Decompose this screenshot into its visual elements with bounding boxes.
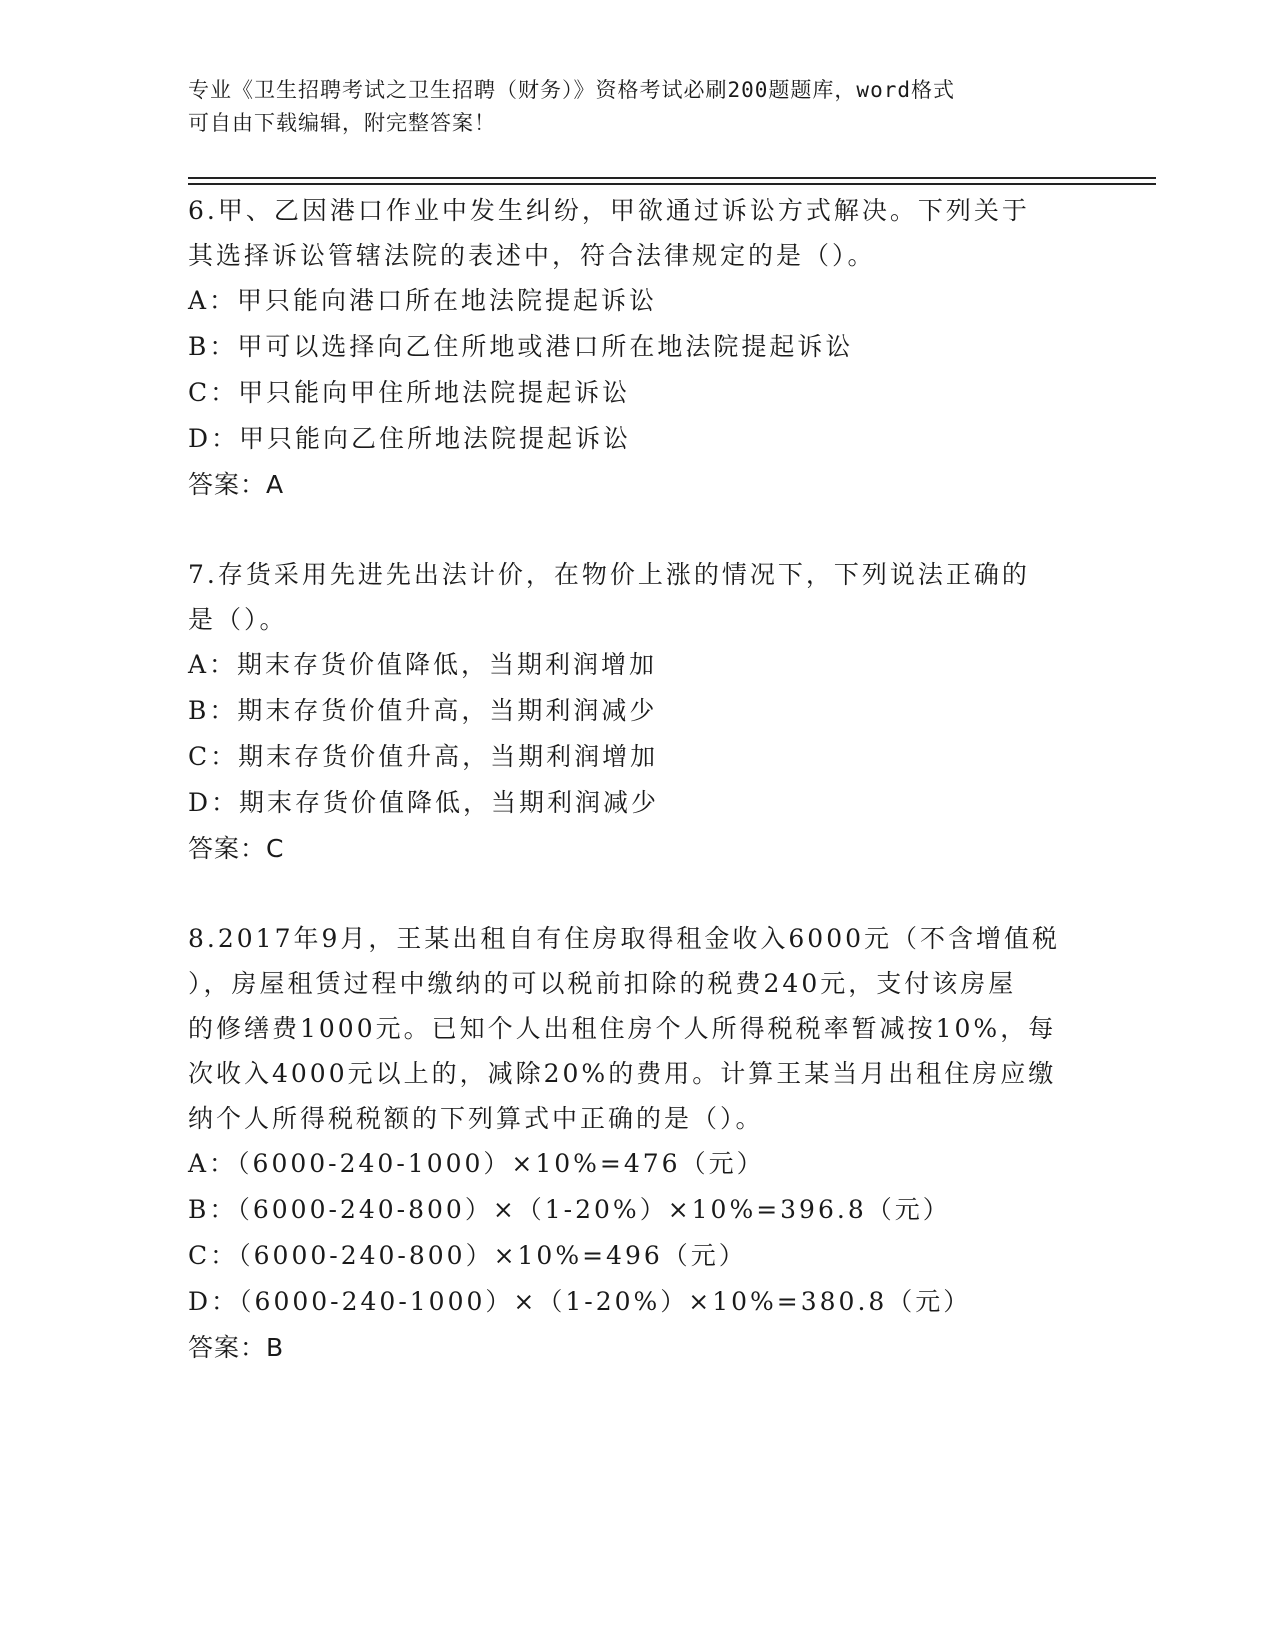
question-spacer xyxy=(188,508,1088,552)
option-b: B：甲可以选择向乙住所地或港口所在地法院提起诉讼 xyxy=(188,332,854,361)
option-c: C：（6000-240-800）×10%=496（元） xyxy=(188,1241,747,1270)
question-list xyxy=(188,188,1088,1371)
option-a: A：甲只能向港口所在地法院提起诉讼 xyxy=(188,286,658,315)
header-line: 可自由下载编辑，附完整答案！ xyxy=(188,111,496,135)
option-d: D：（6000-240-1000）×（1-20%）×10%=380.8（元） xyxy=(188,1287,972,1316)
option-d: D：期末存货价值降低，当期利润减少 xyxy=(188,788,660,817)
question-stem xyxy=(188,188,1088,278)
option-c: C：甲只能向甲住所地法院提起诉讼 xyxy=(188,378,631,407)
question-stem-line: 纳个人所得税税额的下列算式中正确的是（）。 xyxy=(188,1104,764,1133)
question-stem-line: 6.甲、乙因港口作业中发生纠纷，甲欲通过诉讼方式解决。下列关于 xyxy=(188,196,1030,225)
option-b: B：期末存货价值升高，当期利润减少 xyxy=(188,696,658,725)
document-header xyxy=(188,74,1068,140)
question-spacer xyxy=(188,872,1088,916)
option-a: A：（6000-240-1000）×10%=476（元） xyxy=(188,1149,765,1178)
answer-label: 答案：C xyxy=(188,834,285,863)
question-8 xyxy=(188,916,1088,1371)
question-stem-line: ），房屋租赁过程中缴纳的可以税前扣除的税费240元，支付该房屋 xyxy=(188,969,1017,998)
question-stem-line: 8.2017年9月，王某出租自有住房取得租金收入6000元（不含增值税 xyxy=(188,924,1061,953)
question-7 xyxy=(188,552,1088,872)
question-stem-line: 其选择诉讼管辖法院的表述中，符合法律规定的是（）。 xyxy=(188,241,876,270)
question-stem xyxy=(188,552,1088,642)
question-6 xyxy=(188,188,1088,508)
header-line: 专业《卫生招聘考试之卫生招聘（财务）》资格考试必刷200题题库，word格式 xyxy=(188,78,955,102)
option-c: C：期末存货价值升高，当期利润增加 xyxy=(188,742,659,771)
question-stem xyxy=(188,916,1088,1141)
question-stem-line: 7.存货采用先进先出法计价，在物价上涨的情况下，下列说法正确的 xyxy=(188,560,1030,589)
option-a: A：期末存货价值降低，当期利润增加 xyxy=(188,650,658,679)
header-rule-bottom xyxy=(188,183,1156,185)
question-stem-line: 的修缮费1000元。已知个人出租住房个人所得税税率暂减按10%，每 xyxy=(188,1014,1057,1043)
question-stem-line: 次收入4000元以上的，减除20%的费用。计算王某当月出租住房应缴 xyxy=(188,1059,1057,1088)
question-stem-line: 是（）。 xyxy=(188,605,288,634)
header-rule-top xyxy=(188,177,1156,179)
answer-label: 答案：B xyxy=(188,1333,285,1362)
option-b: B：（6000-240-800）×（1-20%）×10%=396.8（元） xyxy=(188,1195,951,1224)
answer-label: 答案：A xyxy=(188,470,285,499)
option-d: D：甲只能向乙住所地法院提起诉讼 xyxy=(188,424,632,453)
